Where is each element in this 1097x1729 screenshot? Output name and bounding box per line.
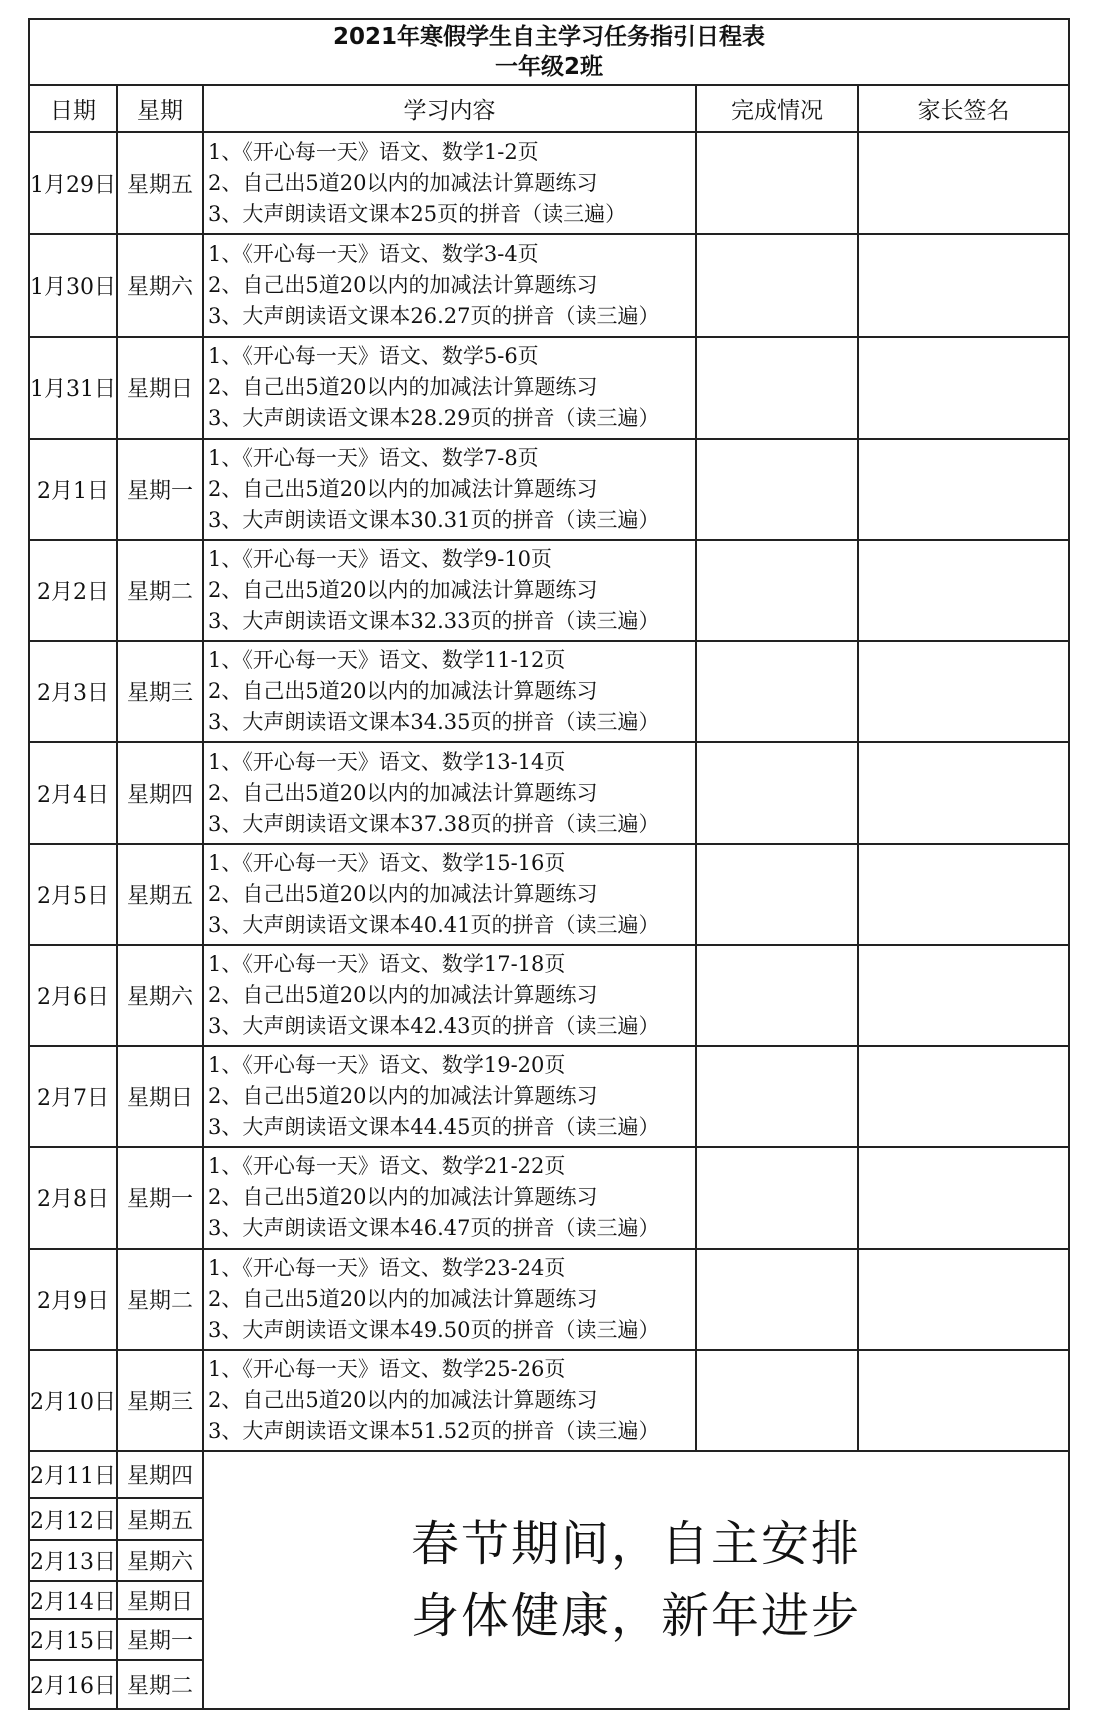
weekday-cell: 星期五 [117, 844, 203, 945]
task-line: 3、大声朗读语文课本26.27页的拼音（读三遍） [208, 303, 660, 328]
date-cell: 2月4日 [29, 742, 117, 843]
header-content: 学习内容 [203, 85, 696, 132]
table-row [29, 132, 1069, 234]
task-line: 1、《开心每一天》语文、数学15-16页 [208, 850, 566, 875]
weekday-cell: 星期五 [117, 1498, 203, 1541]
table-row [29, 641, 1069, 742]
page-title: 2021年寒假学生自主学习任务指引日程表 [333, 24, 766, 51]
weekday-cell: 星期三 [117, 641, 203, 742]
header-completion: 完成情况 [696, 85, 858, 132]
task-line: 1、《开心每一天》语文、数学1-2页 [208, 139, 539, 164]
task-line: 3、大声朗读语文课本37.38页的拼音（读三遍） [208, 811, 660, 836]
task-line: 3、大声朗读语文课本51.52页的拼音（读三遍） [208, 1418, 660, 1443]
holiday-note-line: 身体健康，新年进步 [411, 1587, 862, 1644]
table-row [29, 234, 1069, 336]
task-line: 2、自己出5道20以内的加减法计算题练习 [208, 272, 598, 297]
task-line: 2、自己出5道20以内的加减法计算题练习 [208, 881, 598, 906]
completion-cell[interactable] [696, 439, 858, 540]
completion-cell[interactable] [696, 945, 858, 1046]
header-parent-signature: 家长签名 [858, 85, 1069, 132]
date-cell: 1月29日 [29, 132, 117, 234]
tasks-cell [203, 1249, 696, 1350]
header-row [29, 85, 1069, 132]
date-cell: 2月7日 [29, 1046, 117, 1147]
task-line: 2、自己出5道20以内的加减法计算题练习 [208, 578, 598, 603]
weekday-cell: 星期二 [117, 540, 203, 641]
date-cell: 2月15日 [29, 1619, 117, 1659]
tasks-cell [203, 1350, 696, 1451]
task-line: 2、自己出5道20以内的加减法计算题练习 [208, 679, 598, 704]
date-cell: 2月14日 [29, 1581, 117, 1619]
completion-cell[interactable] [696, 540, 858, 641]
task-line: 1、《开心每一天》语文、数学3-4页 [208, 241, 539, 266]
table-row [29, 1147, 1069, 1248]
task-line: 3、大声朗读语文课本25页的拼音（读三遍） [208, 201, 627, 226]
task-line: 2、自己出5道20以内的加减法计算题练习 [208, 1185, 598, 1210]
parent-signature-cell[interactable] [858, 742, 1069, 843]
table-row [29, 540, 1069, 641]
task-line: 3、大声朗读语文课本46.47页的拼音（读三遍） [208, 1216, 660, 1241]
title-cell [29, 19, 1069, 85]
task-line: 2、自己出5道20以内的加减法计算题练习 [208, 982, 598, 1007]
table-row [29, 844, 1069, 945]
task-line: 2、自己出5道20以内的加减法计算题练习 [208, 1387, 598, 1412]
tasks-cell [203, 540, 696, 641]
completion-cell[interactable] [696, 742, 858, 843]
weekday-cell: 星期五 [117, 132, 203, 234]
completion-cell[interactable] [696, 132, 858, 234]
date-cell: 2月13日 [29, 1540, 117, 1580]
parent-signature-cell[interactable] [858, 844, 1069, 945]
tasks-cell [203, 1147, 696, 1248]
date-cell: 2月10日 [29, 1350, 117, 1451]
table-row [29, 439, 1069, 540]
table-row [29, 1350, 1069, 1451]
weekday-cell: 星期一 [117, 1147, 203, 1248]
weekday-cell: 星期日 [117, 1046, 203, 1147]
parent-signature-cell[interactable] [858, 1249, 1069, 1350]
completion-cell[interactable] [696, 1147, 858, 1248]
weekday-cell: 星期二 [117, 1660, 203, 1709]
task-line: 3、大声朗读语文课本34.35页的拼音（读三遍） [208, 710, 660, 735]
task-line: 3、大声朗读语文课本28.29页的拼音（读三遍） [208, 406, 660, 431]
completion-cell[interactable] [696, 1249, 858, 1350]
parent-signature-cell[interactable] [858, 234, 1069, 336]
task-line: 2、自己出5道20以内的加减法计算题练习 [208, 1286, 598, 1311]
task-line: 3、大声朗读语文课本44.45页的拼音（读三遍） [208, 1115, 660, 1140]
task-line: 3、大声朗读语文课本49.50页的拼音（读三遍） [208, 1317, 660, 1342]
task-line: 2、自己出5道20以内的加减法计算题练习 [208, 780, 598, 805]
weekday-cell: 星期一 [117, 1619, 203, 1659]
task-line: 1、《开心每一天》语文、数学9-10页 [208, 547, 553, 572]
tasks-cell [203, 945, 696, 1046]
parent-signature-cell[interactable] [858, 540, 1069, 641]
task-line: 3、大声朗读语文课本40.41页的拼音（读三遍） [208, 912, 660, 937]
completion-cell[interactable] [696, 1350, 858, 1451]
task-line: 1、《开心每一天》语文、数学17-18页 [208, 951, 566, 976]
class-subtitle: 一年级2班 [495, 54, 604, 81]
parent-signature-cell[interactable] [858, 337, 1069, 439]
tasks-cell [203, 641, 696, 742]
task-line: 1、《开心每一天》语文、数学11-12页 [208, 648, 566, 673]
task-line: 3、大声朗读语文课本42.43页的拼音（读三遍） [208, 1013, 660, 1038]
task-line: 1、《开心每一天》语文、数学21-22页 [208, 1154, 566, 1179]
table-row [29, 337, 1069, 439]
weekday-cell: 星期六 [117, 945, 203, 1046]
date-cell: 1月31日 [29, 337, 117, 439]
weekday-cell: 星期一 [117, 439, 203, 540]
weekday-cell: 星期日 [117, 1581, 203, 1619]
task-line: 3、大声朗读语文课本30.31页的拼音（读三遍） [208, 507, 660, 532]
task-line: 2、自己出5道20以内的加减法计算题练习 [208, 476, 598, 501]
weekday-cell: 星期四 [117, 742, 203, 843]
table-row [29, 1046, 1069, 1147]
parent-signature-cell[interactable] [858, 132, 1069, 234]
completion-cell[interactable] [696, 641, 858, 742]
holiday-note-line: 春节期间，自主安排 [411, 1515, 862, 1572]
tasks-cell [203, 132, 696, 234]
parent-signature-cell[interactable] [858, 641, 1069, 742]
weekday-cell: 星期三 [117, 1350, 203, 1451]
title-row [29, 19, 1069, 85]
task-line: 1、《开心每一天》语文、数学7-8页 [208, 445, 539, 470]
date-cell: 2月8日 [29, 1147, 117, 1248]
weekday-cell: 星期六 [117, 234, 203, 336]
completion-cell[interactable] [696, 234, 858, 336]
parent-signature-cell[interactable] [858, 439, 1069, 540]
date-cell: 2月3日 [29, 641, 117, 742]
date-cell: 2月6日 [29, 945, 117, 1046]
date-cell: 2月2日 [29, 540, 117, 641]
date-cell: 2月12日 [29, 1498, 117, 1541]
completion-cell[interactable] [696, 1046, 858, 1147]
weekday-cell: 星期四 [117, 1451, 203, 1498]
tasks-cell [203, 337, 696, 439]
parent-signature-cell[interactable] [858, 945, 1069, 1046]
tasks-cell [203, 234, 696, 336]
task-line: 1、《开心每一天》语文、数学5-6页 [208, 344, 539, 369]
schedule-table [28, 18, 1070, 1710]
tasks-cell [203, 1046, 696, 1147]
date-cell: 2月9日 [29, 1249, 117, 1350]
parent-signature-cell[interactable] [858, 1046, 1069, 1147]
date-cell: 2月11日 [29, 1451, 117, 1498]
task-line: 1、《开心每一天》语文、数学19-20页 [208, 1053, 566, 1078]
date-cell: 1月30日 [29, 234, 117, 336]
completion-cell[interactable] [696, 337, 858, 439]
table-row [29, 742, 1069, 843]
completion-cell[interactable] [696, 844, 858, 945]
table-row [29, 945, 1069, 1046]
task-line: 1、《开心每一天》语文、数学13-14页 [208, 749, 566, 774]
task-line: 3、大声朗读语文课本32.33页的拼音（读三遍） [208, 609, 660, 634]
parent-signature-cell[interactable] [858, 1350, 1069, 1451]
task-line: 1、《开心每一天》语文、数学25-26页 [208, 1356, 566, 1381]
holiday-note [203, 1451, 1069, 1709]
table-row [29, 1249, 1069, 1350]
tasks-cell [203, 742, 696, 843]
task-line: 2、自己出5道20以内的加减法计算题练习 [208, 1084, 598, 1109]
parent-signature-cell[interactable] [858, 1147, 1069, 1248]
holiday-row [29, 1451, 1069, 1498]
task-line: 2、自己出5道20以内的加减法计算题练习 [208, 375, 598, 400]
tasks-cell [203, 439, 696, 540]
date-cell: 2月5日 [29, 844, 117, 945]
weekday-cell: 星期二 [117, 1249, 203, 1350]
weekday-cell: 星期日 [117, 337, 203, 439]
header-date: 日期 [29, 85, 117, 132]
task-line: 2、自己出5道20以内的加减法计算题练习 [208, 170, 598, 195]
header-weekday: 星期 [117, 85, 203, 132]
date-cell: 2月1日 [29, 439, 117, 540]
date-cell: 2月16日 [29, 1660, 117, 1709]
weekday-cell: 星期六 [117, 1540, 203, 1580]
tasks-cell [203, 844, 696, 945]
task-line: 1、《开心每一天》语文、数学23-24页 [208, 1255, 566, 1280]
